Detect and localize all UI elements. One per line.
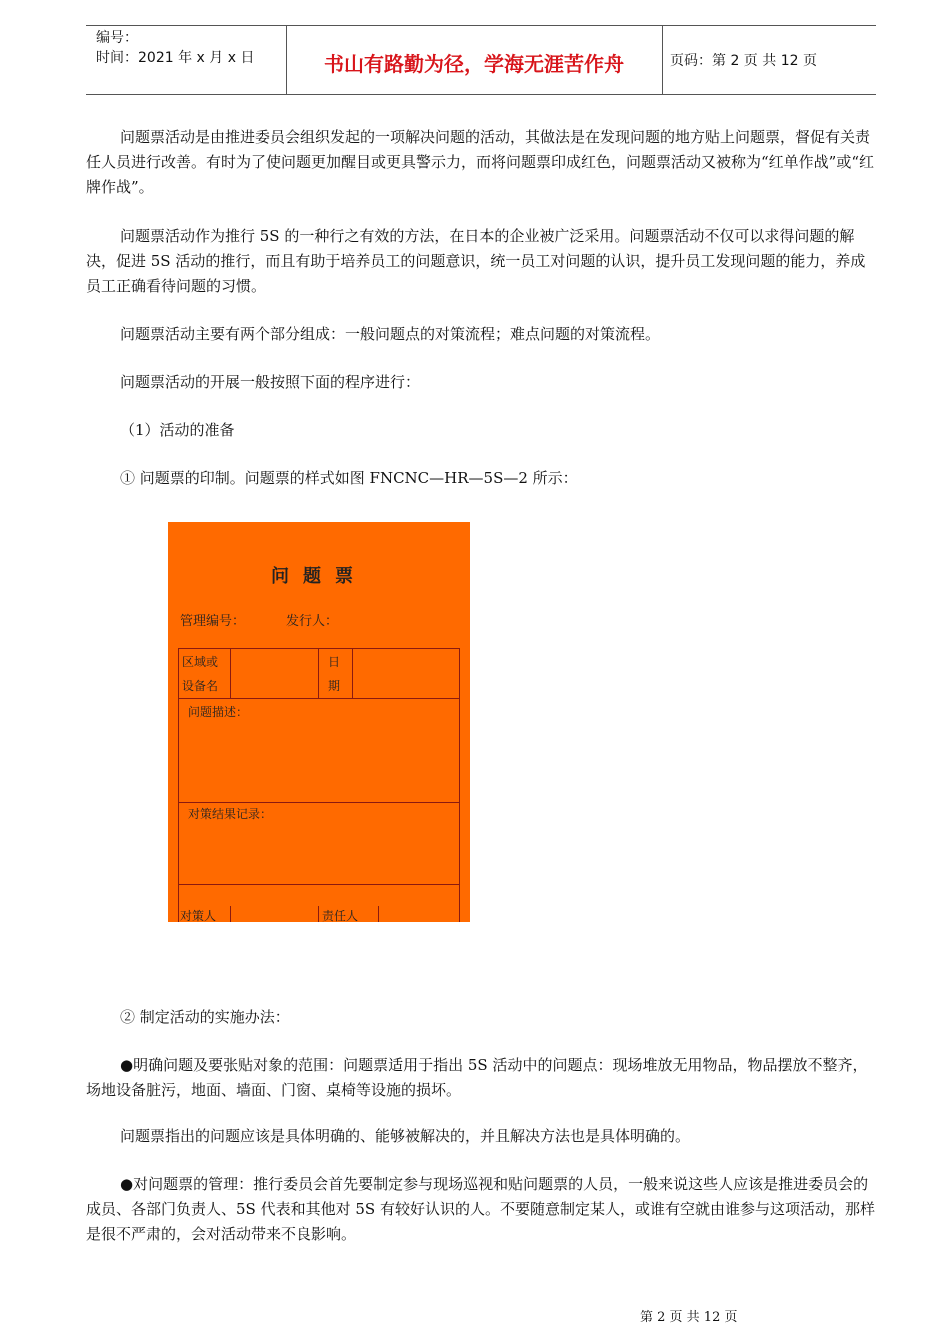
header-page-info: 页码：第 2 页 共 12 页 — [670, 53, 817, 69]
ticket-date-line1: 日 — [328, 655, 341, 669]
ticket-description-label: 问题描述： — [188, 705, 249, 719]
paragraph-clarity: 问题票指出的问题应该是具体明确的、能够被解决的，并且解决方法也是具体明确的。 — [120, 1127, 691, 1145]
doc-time-label: 时间：2021 年 x 月 x 日 — [96, 50, 255, 66]
paragraph-procedure: 问题票活动的开展一般按照下面的程序进行： — [120, 373, 421, 391]
paragraph-printing: ① 问题票的印制。问题票的样式如图 FNCNC—HR—5S—2 所示： — [120, 469, 578, 487]
ticket-issuer: 发行人： — [286, 614, 339, 629]
ticket-date-label — [328, 650, 340, 698]
doc-number-label: 编号： — [96, 30, 138, 46]
header-motto: 书山有路勤为径，学海无涯苦作舟 — [324, 52, 624, 76]
ticket-mgmt-no: 管理编号： — [180, 614, 246, 629]
paragraph-scope: ●明确问题及要张贴对象的范围：问题票适用于指出 5S 活动中的问题点：现场堆放无用物品，物品摆放不整齐，场地设备脏污，地面、墙面、门窗、桌椅等设施的损坏。 — [86, 1056, 868, 1099]
ticket-title: 问题票 — [271, 566, 367, 587]
ticket-date-line2: 期 — [328, 679, 341, 693]
grid-line — [178, 648, 460, 649]
grid-line — [352, 648, 353, 698]
ticket-area-label — [182, 650, 218, 698]
header-divider — [662, 26, 663, 94]
page-footer: 第 2 页 共 12 页 — [640, 1310, 738, 1325]
grid-line — [230, 906, 231, 922]
paragraph-method: 问题票活动作为推行 5S 的一种行之有效的方法，在日本的企业被广泛采用。问题票活动不仅可以求得问题的解决，促进 5S 活动的推行，而且有助于培养员工的问题意识，统一员工对问题的认识，提升员工发现问题的能力，养成员工正确看待问题的习惯。 — [86, 227, 866, 295]
ticket-area-line1: 区域或 — [182, 655, 219, 669]
grid-line — [230, 648, 231, 698]
grid-line — [178, 698, 460, 699]
grid-line — [178, 884, 460, 885]
ticket-area-line2: 设备名 — [182, 679, 219, 693]
grid-line — [378, 906, 379, 922]
paragraph-intro: 问题票活动是由推进委员会组织发起的一项解决问题的活动，其做法是在发现问题的地方贴上问题票，督促有关责任人员进行改善。有时为了使问题更加醒目或更具警示力，而将问题票印成红色，问题票活动又被称为“红单作战”或“红牌作战”。 — [86, 128, 875, 196]
page-header — [86, 25, 876, 95]
paragraph-step-1: （1）活动的准备 — [120, 421, 235, 439]
header-meta — [96, 28, 254, 68]
grid-line — [318, 906, 319, 922]
paragraph-parts: 问题票活动主要有两个部分组成：一般问题点的对策流程；难点问题的对策流程。 — [120, 325, 661, 343]
grid-line — [318, 648, 319, 698]
paragraph-management: ●对问题票的管理：推行委员会首先要制定参与现场巡视和贴问题票的人员，一般来说这些人应该是推进委员会的成员、各部门负责人、5S 代表和其他对 5S 有较好认识的人。不要随意制定某人，或谁有空就由谁参与这项活动，那样是很不严肃的，会对活动带来不良影响。 — [86, 1175, 875, 1243]
ticket-owner-label: 责任人 — [322, 909, 359, 923]
ticket-handler-label: 对策人 — [180, 909, 217, 923]
grid-line — [178, 648, 179, 922]
paragraph-step-2: ② 制定活动的实施办法： — [120, 1008, 290, 1026]
grid-line — [459, 648, 460, 922]
ticket-result-label: 对策结果记录： — [188, 807, 273, 821]
problem-ticket-figure — [168, 522, 470, 922]
